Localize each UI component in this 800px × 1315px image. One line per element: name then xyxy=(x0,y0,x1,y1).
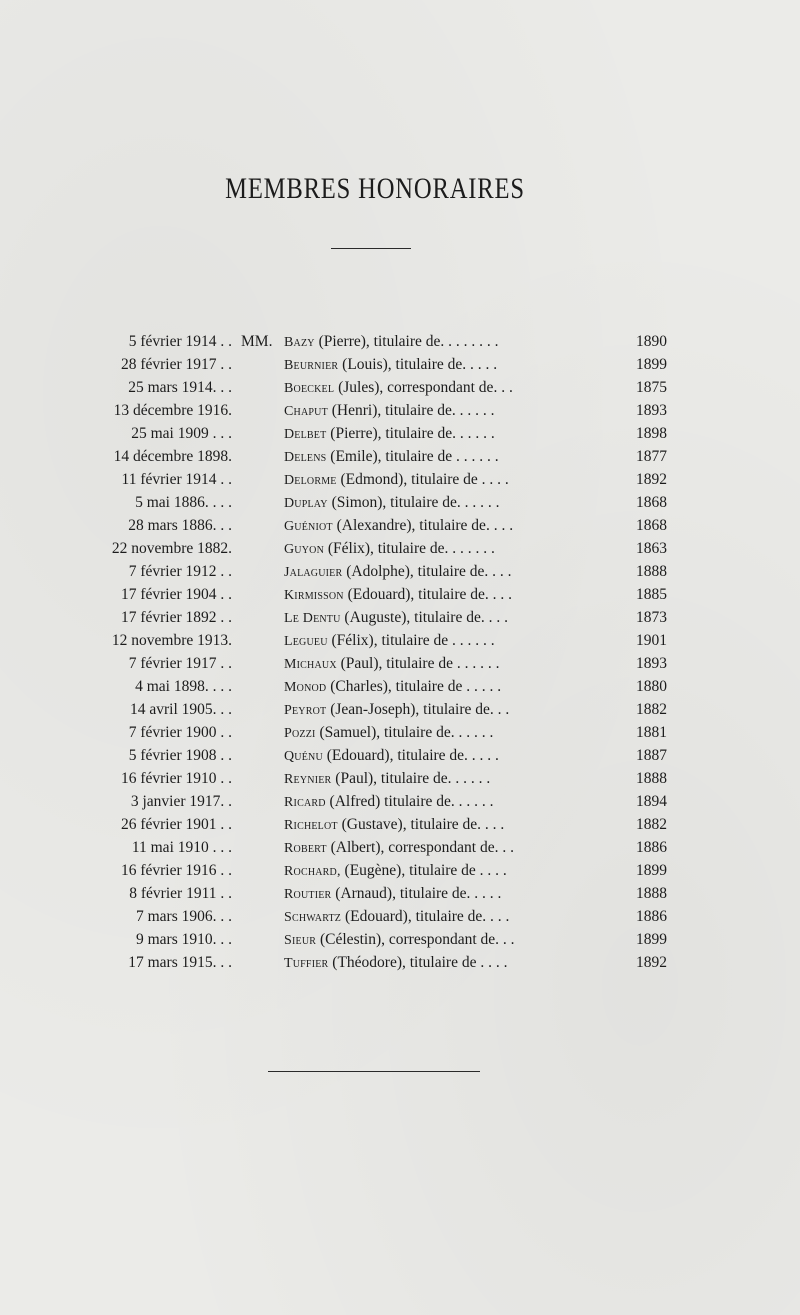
title-divider xyxy=(331,248,411,249)
member-surname: Richelot xyxy=(284,818,338,833)
member-row xyxy=(0,376,800,399)
member-surname: Guyon xyxy=(284,542,324,557)
member-details: (Edouard), titulaire de. . . . xyxy=(341,908,510,925)
member-year: 1888 xyxy=(636,885,667,902)
member-details: (Albert), correspondant de. . . xyxy=(326,839,514,856)
member-details: (Pierre), titulaire de. . . . . . . . xyxy=(314,333,499,350)
member-date: 5 février 1908 . . xyxy=(128,747,232,764)
member-entry xyxy=(284,606,508,630)
member-entry xyxy=(284,951,507,975)
member-year: 1893 xyxy=(636,402,667,419)
member-row xyxy=(0,537,800,560)
member-row xyxy=(0,652,800,675)
member-date: 7 février 1900 . . xyxy=(128,724,232,741)
member-row xyxy=(0,882,800,905)
member-row xyxy=(0,790,800,813)
member-row xyxy=(0,721,800,744)
member-details: (Charles), titulaire de . . . . . xyxy=(326,678,502,695)
member-date: 26 février 1901 . . xyxy=(120,816,232,833)
member-details: (Alexandre), titulaire de. . . . xyxy=(332,517,514,534)
member-surname: Chaput xyxy=(284,404,328,419)
member-year: 1868 xyxy=(636,494,667,511)
member-details: (Jules), correspondant de. . . xyxy=(334,379,513,396)
member-date: 11 février 1914 . . xyxy=(121,471,232,488)
member-details: (Pierre), titulaire de. . . . . . xyxy=(326,425,495,442)
page-title: MEMBRES HONORAIRES xyxy=(225,172,525,205)
member-entry xyxy=(284,376,513,400)
member-surname: Monod xyxy=(284,680,327,695)
member-row xyxy=(0,813,800,836)
member-entry xyxy=(284,491,500,515)
member-details: (Arnaud), titulaire de. . . . . xyxy=(331,885,502,902)
member-row xyxy=(0,698,800,721)
member-details: (Eugène), titulaire de . . . . xyxy=(340,862,507,879)
member-year: 1881 xyxy=(636,724,667,741)
member-entry xyxy=(284,537,495,561)
member-entry xyxy=(284,583,512,607)
member-details: (Edouard), titulaire de. . . . . xyxy=(322,747,499,764)
member-date: 5 mai 1886. . . . xyxy=(135,494,232,511)
member-row xyxy=(0,583,800,606)
member-entry xyxy=(284,767,490,791)
member-date: 25 mars 1914. . . xyxy=(128,379,232,396)
member-surname: Duplay xyxy=(284,496,328,511)
member-surname: Jalaguier xyxy=(284,565,343,580)
member-details: (Célestin), correspondant de. . . xyxy=(316,931,515,948)
member-entry xyxy=(284,813,504,837)
member-date: 28 février 1917 . . xyxy=(120,356,232,373)
member-details: (Louis), titulaire de. . . . . xyxy=(338,356,498,373)
member-year: 1880 xyxy=(636,678,667,695)
member-entry xyxy=(284,721,493,745)
member-date: 8 février 1911 . . xyxy=(129,885,232,902)
member-row xyxy=(0,422,800,445)
member-entry xyxy=(284,399,494,423)
member-year: 1899 xyxy=(636,931,667,948)
member-surname: Sieur xyxy=(284,933,317,948)
member-year: 1894 xyxy=(636,793,667,810)
member-date: 16 février 1916 . . xyxy=(120,862,232,879)
member-row xyxy=(0,951,800,974)
member-entry xyxy=(284,675,501,699)
member-year: 1868 xyxy=(636,517,667,534)
member-surname: Michaux xyxy=(284,657,337,672)
member-details: (Emile), titulaire de . . . . . . xyxy=(326,448,499,465)
member-row xyxy=(0,445,800,468)
member-row xyxy=(0,859,800,882)
honorific-prefix: MM. xyxy=(241,333,273,350)
member-date: 17 février 1904 . . xyxy=(120,586,232,603)
member-row xyxy=(0,491,800,514)
member-details: (Samuel), titulaire de. . . . . . xyxy=(315,724,494,741)
member-year: 1885 xyxy=(636,586,667,603)
member-row xyxy=(0,560,800,583)
member-date: 25 mai 1909 . . . xyxy=(131,425,232,442)
member-surname: Reynier xyxy=(284,772,332,787)
member-surname: Kirmisson xyxy=(284,588,344,603)
member-surname: Quénu xyxy=(284,749,323,764)
member-surname: Pozzi xyxy=(284,726,316,741)
member-year: 1882 xyxy=(636,701,667,718)
member-entry xyxy=(284,859,507,883)
member-details: (Félix), titulaire de. . . . . . . xyxy=(324,540,495,557)
member-entry xyxy=(284,928,515,952)
member-year: 1887 xyxy=(636,747,667,764)
member-details: (Paul), titulaire de. . . . . . xyxy=(331,770,491,787)
member-surname: Schwartz xyxy=(284,910,342,925)
member-year: 1875 xyxy=(636,379,667,396)
member-date: 28 mars 1886. . . xyxy=(128,517,232,534)
member-date: 14 avril 1905. . . xyxy=(129,701,232,718)
member-row xyxy=(0,629,800,652)
member-date: 17 mars 1915. . . xyxy=(128,954,232,971)
member-year: 1893 xyxy=(636,655,667,672)
member-surname: Ricard xyxy=(284,795,326,810)
member-surname: Tuffier xyxy=(284,956,329,971)
member-year: 1888 xyxy=(636,770,667,787)
member-date: 16 février 1910 . . xyxy=(120,770,232,787)
member-surname: Bazy xyxy=(284,335,315,350)
member-entry xyxy=(284,560,512,584)
member-entry xyxy=(284,353,497,377)
member-row xyxy=(0,767,800,790)
member-details: (Simon), titulaire de. . . . . . xyxy=(327,494,500,511)
member-entry xyxy=(284,744,499,768)
member-date: 7 février 1917 . . xyxy=(128,655,232,672)
member-date: 22 novembre 1882. xyxy=(111,540,232,557)
member-row xyxy=(0,928,800,951)
member-entry xyxy=(284,330,499,354)
member-surname: Delbet xyxy=(284,427,327,442)
member-entry xyxy=(284,422,495,446)
member-surname: Delorme xyxy=(284,473,337,488)
member-surname: Le Dentu xyxy=(284,611,341,626)
member-year: 1899 xyxy=(636,356,667,373)
members-list xyxy=(0,330,800,974)
member-row xyxy=(0,353,800,376)
member-year: 1899 xyxy=(636,862,667,879)
member-year: 1892 xyxy=(636,954,667,971)
member-year: 1877 xyxy=(636,448,667,465)
member-details: (Théodore), titulaire de . . . . xyxy=(328,954,508,971)
member-date: 9 mars 1910. . . xyxy=(135,931,232,948)
member-surname: Rochard, xyxy=(284,864,341,879)
member-date: 13 décembre 1916. xyxy=(113,402,232,419)
member-year: 1892 xyxy=(636,471,667,488)
member-row xyxy=(0,514,800,537)
member-year: 1873 xyxy=(636,609,667,626)
member-row xyxy=(0,836,800,859)
member-row xyxy=(0,399,800,422)
member-entry xyxy=(284,468,509,492)
member-entry xyxy=(284,790,494,814)
member-year: 1888 xyxy=(636,563,667,580)
member-entry xyxy=(284,836,514,860)
member-row xyxy=(0,330,800,353)
member-details: (Alfred) titulaire de. . . . . . xyxy=(325,793,494,810)
member-row xyxy=(0,606,800,629)
member-details: (Paul), titulaire de . . . . . . xyxy=(336,655,500,672)
member-date: 4 mai 1898. . . . xyxy=(135,678,232,695)
member-date: 17 février 1892 . . xyxy=(120,609,232,626)
member-entry xyxy=(284,905,509,929)
member-surname: Routier xyxy=(284,887,332,902)
member-surname: Boeckel xyxy=(284,381,335,396)
member-entry xyxy=(284,445,499,469)
bottom-divider xyxy=(268,1071,480,1072)
member-surname: Guéniot xyxy=(284,519,333,534)
member-date: 5 février 1914 . . xyxy=(128,333,232,350)
member-surname: Legueu xyxy=(284,634,328,649)
member-date: 11 mai 1910 . . . xyxy=(131,839,232,856)
member-entry xyxy=(284,652,499,676)
member-surname: Delens xyxy=(284,450,327,465)
member-details: (Adolphe), titulaire de. . . . xyxy=(342,563,512,580)
member-entry xyxy=(284,629,495,653)
member-year: 1863 xyxy=(636,540,667,557)
member-date: 14 décembre 1898. xyxy=(113,448,232,465)
member-details: (Jean-Joseph), titulaire de. . . xyxy=(326,701,510,718)
member-surname: Beurnier xyxy=(284,358,339,373)
member-details: (Auguste), titulaire de. . . . xyxy=(340,609,508,626)
member-year: 1886 xyxy=(636,908,667,925)
member-details: (Edmond), titulaire de . . . . xyxy=(336,471,509,488)
member-year: 1901 xyxy=(636,632,667,649)
member-date: 3 janvier 1917. . xyxy=(130,793,232,810)
member-year: 1890 xyxy=(636,333,667,350)
member-row xyxy=(0,905,800,928)
member-entry xyxy=(284,698,509,722)
member-details: (Gustave), titulaire de. . . . xyxy=(337,816,505,833)
member-entry xyxy=(284,882,501,906)
member-surname: Peyrot xyxy=(284,703,327,718)
member-year: 1898 xyxy=(636,425,667,442)
member-date: 7 mars 1906. . . xyxy=(135,908,232,925)
member-entry xyxy=(284,514,513,538)
member-year: 1882 xyxy=(636,816,667,833)
member-row xyxy=(0,744,800,767)
member-surname: Robert xyxy=(284,841,327,856)
member-year: 1886 xyxy=(636,839,667,856)
member-details: (Edouard), titulaire de. . . . xyxy=(343,586,512,603)
member-row xyxy=(0,675,800,698)
member-details: (Félix), titulaire de . . . . . . xyxy=(327,632,495,649)
member-details: (Henri), titulaire de. . . . . . xyxy=(327,402,495,419)
member-date: 12 novembre 1913. xyxy=(111,632,232,649)
member-date: 7 février 1912 . . xyxy=(128,563,232,580)
member-row xyxy=(0,468,800,491)
